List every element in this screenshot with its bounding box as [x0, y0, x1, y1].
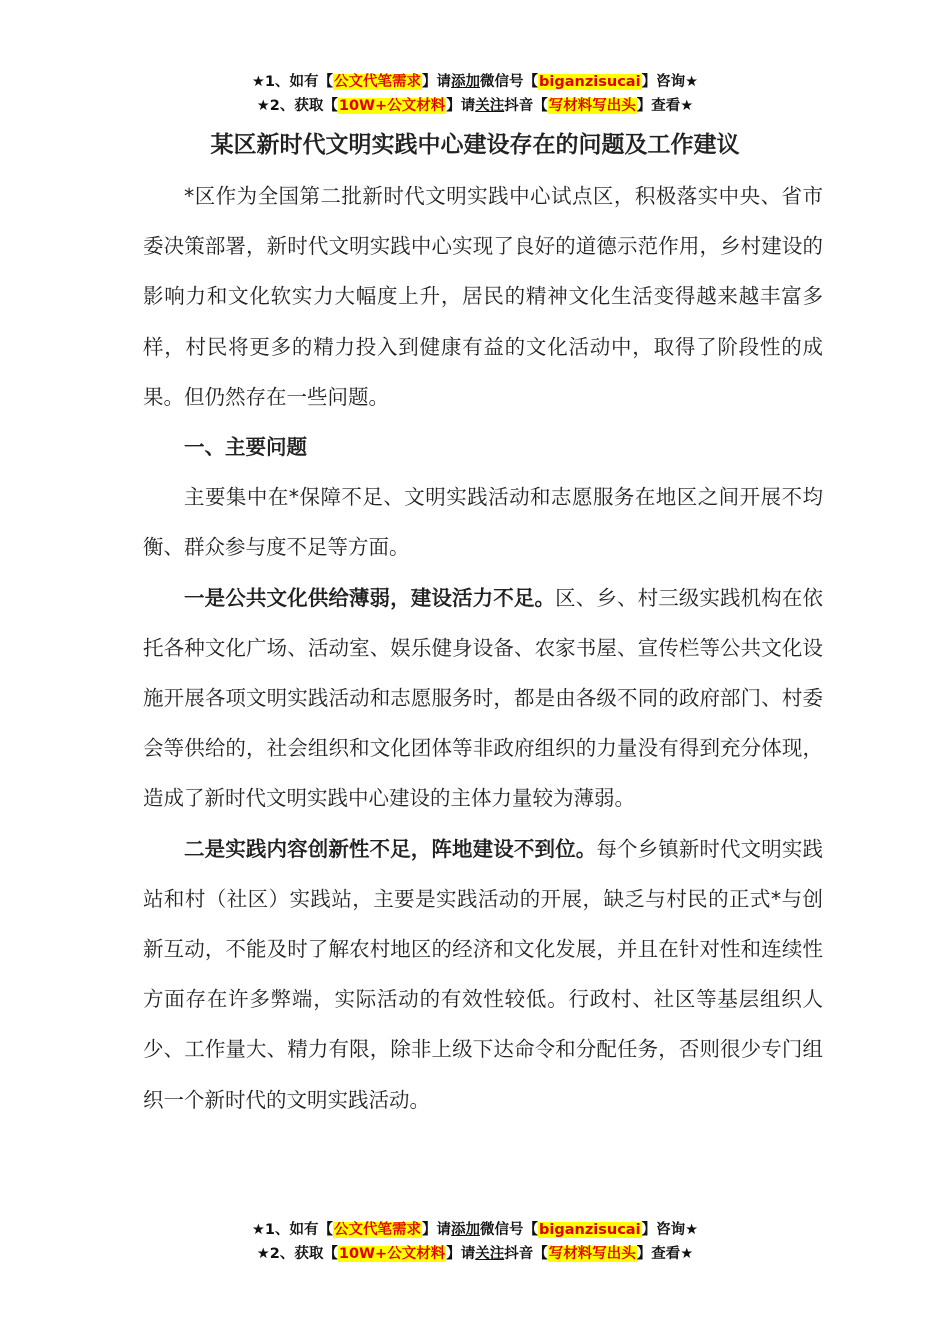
promo-text: ★2、获取【 [256, 1246, 338, 1262]
promo-line-2 [0, 94, 950, 118]
promo-highlight: 写材料写出头 [548, 1246, 636, 1262]
promo-text: 抖音【 [504, 98, 548, 114]
point-one-lead: 一是公共文化供给薄弱，建设活力不足。 [184, 585, 556, 610]
promo-underline: 关注 [475, 98, 505, 114]
promo-highlight: biganzisucai [539, 74, 641, 90]
point-two-paragraph [143, 824, 823, 1125]
promo-text: ★1、如有【 [251, 74, 334, 90]
promo-highlight: 写材料写出头 [548, 98, 636, 114]
promo-text: 微信号【 [480, 1222, 539, 1238]
promo-text: ★1、如有【 [251, 1222, 334, 1238]
point-one-text: 区、乡、村三级实践机构在依托各种文化广场、活动室、娱乐健身设备、农家书屋、宣传栏等公共文化设施开展各项文明实践活动和志愿服务时，都是由各级不同的政府部门、村委会等供给的，社会组织和文化团体等非政府组织的力量没有得到充分体现，造成了新时代文明实践中心建设的主体力量较为薄弱。 [143, 585, 824, 811]
promo-highlight: 公文代笔需求 [334, 1222, 422, 1238]
promo-underline: 添加 [451, 74, 481, 90]
promo-text: 抖音【 [504, 1246, 548, 1262]
promo-text: 】咨询★ [641, 1222, 699, 1238]
document-body [143, 171, 823, 1125]
section-heading: 一、主要问题 [184, 435, 307, 460]
point-one-paragraph [143, 573, 823, 824]
promo-text: ★2、获取【 [256, 98, 338, 114]
promo-line-1 [0, 1218, 950, 1242]
point-two-text: 每个乡镇新时代文明实践站和村（社区）实践站，主要是实践活动的开展，缺乏与村民的正式*与创新互动，不能及时了解农村地区的经济和文化发展，并且在针对性和连续性方面存在许多弊端，实际活动的有效性较低。行政村、社区等基层组织人少、工作量大、精力有限，除非上级下达命令和分配任务，否则很少专门组织一个新时代的文明实践活动。 [143, 836, 824, 1112]
promo-text: 】查看★ [636, 98, 694, 114]
promo-highlight: 10W+公文材料 [338, 1246, 446, 1262]
promo-underline: 关注 [475, 1246, 505, 1262]
section-summary-paragraph: 主要集中在*保障不足、文明实践活动和志愿服务在地区之间开展不均衡、群众参与度不足等方面。 [143, 485, 823, 560]
promo-text: 微信号【 [480, 74, 539, 90]
promo-highlight: 10W+公文材料 [338, 98, 446, 114]
promo-text: 】请 [422, 74, 452, 90]
point-two-lead: 二是实践内容创新性不足，阵地建设不到位。 [184, 836, 597, 861]
promo-text: 】请 [422, 1222, 452, 1238]
intro-paragraph: *区作为全国第二批新时代文明实践中心试点区，积极落实中央、省市委决策部署，新时代文明实践中心实现了良好的道德示范作用，乡村建设的影响力和文化软实力大幅度上升，居民的精神文化生活变得越来越丰富多样，村民将更多的精力投入到健康有益的文化活动中，取得了阶段性的成果。但仍然存在一些问题。 [143, 184, 823, 409]
promo-banner-top [0, 70, 950, 118]
promo-text: 】请 [446, 1246, 476, 1262]
promo-line-1 [0, 70, 950, 94]
document-title: 某区新时代文明实践中心建设存在的问题及工作建议 [210, 132, 740, 158]
promo-text: 】查看★ [636, 1246, 694, 1262]
promo-highlight: biganzisucai [539, 1222, 641, 1238]
promo-underline: 添加 [451, 1222, 481, 1238]
promo-banner-bottom [0, 1218, 950, 1266]
promo-line-2 [0, 1242, 950, 1266]
promo-text: 】咨询★ [641, 74, 699, 90]
promo-text: 】请 [446, 98, 476, 114]
promo-highlight: 公文代笔需求 [334, 74, 422, 90]
